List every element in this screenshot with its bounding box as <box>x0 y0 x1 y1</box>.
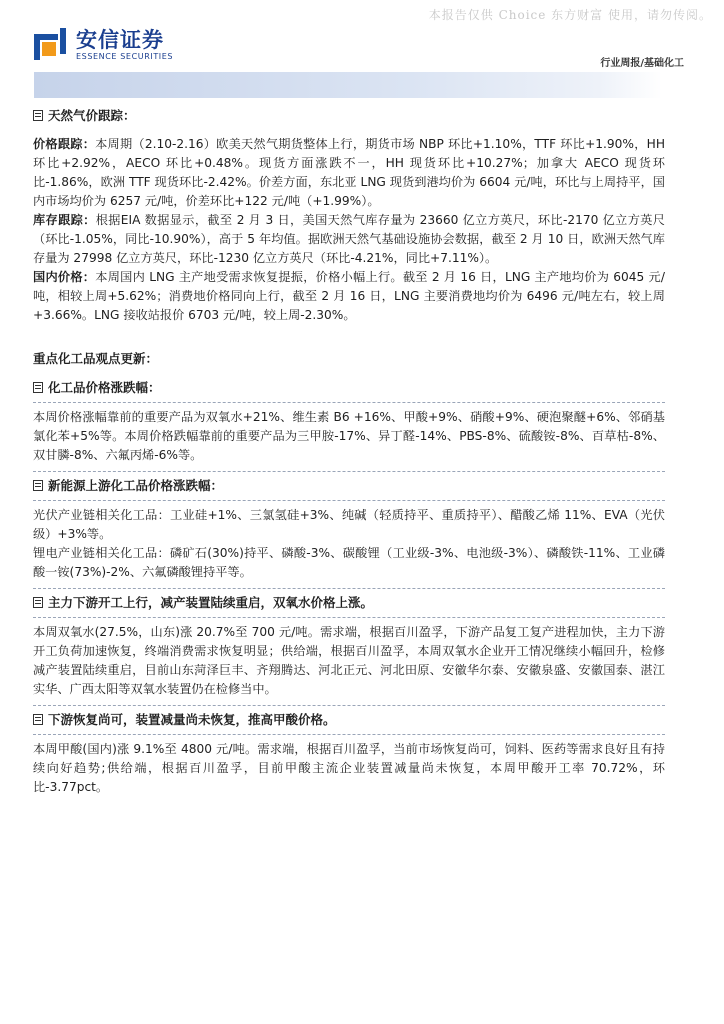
new-energy-pv-text: 光伏产业链相关化工品：工业硅+1%、三氯氢硅+3%、纯碱（轻质持平、重质持平）、醋酸乙烯 11%、EVA（光伏级）+3%等。 <box>33 508 665 541</box>
price-change-text: 本周价格涨幅靠前的重要产品为双氧水+21%、维生素 B6 +16%、甲酸+9%、硝酸+9%、硬泡聚醚+6%、邻硝基氯化苯+5%等。本周价格跌幅靠前的重要产品为三甲胺-17%、异丁醛-14%、PBS-8%、硫酸铵-8%、百草枯-8%、双甘膦-8%、六氟丙烯-6%等。 <box>33 410 665 462</box>
h2o2-text: 本周双氧水(27.5%，山东)涨 20.7%至 700 元/吨。需求端，根据百川盈孚，下游产品复工复产进程加快，主力下游开工负荷加速恢复，终端消费需求恢复明显；供给端，根据百川盈孚，本周双氧水企业开工情况继续小幅回升，检修减产装置陆续重启，目前山东菏泽巨丰、齐翔腾达、河北正元、河北田原、安徽华尔泰、安徽泉盛、安徽国泰、湛江实华、广西太阳等双氧水装置仍在检修当中。 <box>33 625 665 696</box>
brand-logo-icon <box>32 26 68 62</box>
section-list-icon <box>33 480 43 491</box>
section-heading-new-energy <box>33 476 665 495</box>
section-divider <box>33 705 665 706</box>
new-energy-title: 新能源上游化工品价格涨跌幅： <box>48 478 224 493</box>
section-heading-formic <box>33 710 665 729</box>
section-list-icon <box>33 597 43 608</box>
brand-name: 安信证券 <box>76 28 164 52</box>
gas-stock-paragraph <box>33 211 665 268</box>
gas-title: 天然气价跟踪： <box>48 108 136 123</box>
section-divider <box>33 471 665 472</box>
document-type: 行业周报/基础化工 <box>600 58 684 69</box>
section-heading-h2o2 <box>33 593 665 612</box>
section-list-icon <box>33 382 43 393</box>
price-change-title: 化工品价格涨跌幅： <box>48 380 161 395</box>
brand-name-en: ESSENCE SECURITIES <box>76 52 174 61</box>
section-divider <box>33 588 665 589</box>
section-heading-price-change <box>33 378 665 397</box>
section-divider <box>33 402 665 403</box>
formic-text: 本周甲酸(国内)涨 9.1%至 4800 元/吨。需求端，根据百川盈孚，当前市场恢复尚可，饲料、医药等需求良好且有持续向好趋势;供给端，根据百川盈孚，目前甲酸主流企业装置减量尚未恢复，本周甲酸开工率 70.72%，环比-3.77pct。 <box>33 742 665 794</box>
gas-domestic-text: 本周国内 LNG 主产地受需求恢复提振，价格小幅上行。截至 2 月 16 日，LNG 主产地均价为 6045 元/吨，相较上周+5.62%；消费地价格同向上行，截至 2 月 16 日，LNG 主要消费地均价为 6496 元/吨左右，较上周+3.66%。LNG 接收站报价 6703 元/吨，较上周-2.30%。 <box>33 270 666 322</box>
gas-domestic-label: 国内价格： <box>33 270 96 284</box>
brand-logo <box>32 24 182 66</box>
update-heading: 重点化工品观点更新： <box>33 351 159 366</box>
section-list-icon <box>33 714 43 725</box>
watermark: 本报告仅供 Choice 东方财富 使用，请勿传阅。 <box>428 8 712 22</box>
report-body <box>33 106 665 797</box>
section-divider <box>33 500 665 501</box>
gas-price-text: 本周期（2.10-2.16）欧美天然气期货整体上行，期货市场 NBP 环比+1.10%，TTF 环比+1.90%，HH 环比+2.92%，AECO 环比+0.48%。现货方面涨跌不一，HH 现货环比+10.27%；加拿大 AECO 现货环比-1.86%，欧洲 TTF 现货环比-2.42%。价差方面，东北亚 LNG 现货到港均价为 6604 元/吨，环比与上周持平，国内市场均价为 6257 元/吨，价差环比+122 元/吨（+1.99%）。 <box>33 137 665 208</box>
header-band <box>34 72 662 98</box>
section-divider <box>33 617 665 618</box>
section-heading-gas <box>33 106 665 125</box>
gas-stock-label: 库存跟踪： <box>33 213 96 227</box>
h2o2-title: 主力下游开工上行，减产装置陆续重启，双氧水价格上涨。 <box>48 595 374 610</box>
new-energy-li-text: 锂电产业链相关化工品：磷矿石(30%)持平、磷酸-3%、碳酸锂（工业级-3%、电池级-3%）、磷酸铁-11%、工业磷酸一铵(73%)-2%、六氟磷酸锂持平等。 <box>33 546 665 579</box>
gas-price-label: 价格跟踪： <box>33 137 96 151</box>
section-divider <box>33 734 665 735</box>
section-list-icon <box>33 110 43 121</box>
gas-stock-text: 根据EIA 数据显示，截至 2 月 3 日，美国天然气库存量为 23660 亿立方英尺，环比-2170 亿立方英尺（环比-1.05%，同比-10.90%），高于 5 年均值。据欧洲天然气基础设施协会数据，截至 2 月 10 日，欧洲天然气库存量为 27998 亿立方英尺，环比-1230 亿立方英尺（环比-4.21%，同比+7.11%）。 <box>33 213 665 265</box>
formic-title: 下游恢复尚可，装置减量尚未恢复，推高甲酸价格。 <box>48 712 336 727</box>
gas-price-paragraph <box>33 135 665 211</box>
gas-domestic-paragraph <box>33 268 665 325</box>
